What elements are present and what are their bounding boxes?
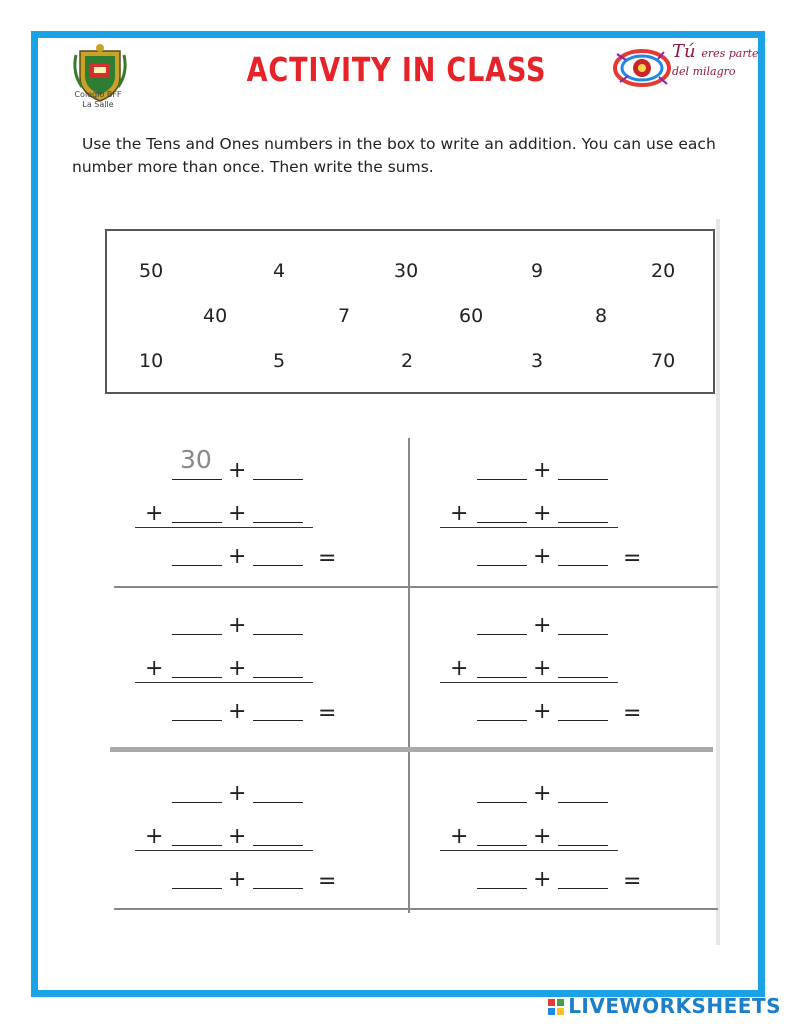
answer-blank[interactable] (172, 720, 222, 721)
answer-blank[interactable] (477, 802, 527, 803)
number-box (105, 229, 715, 394)
plus-sign: + (228, 699, 247, 724)
answer-blank[interactable] (172, 845, 222, 846)
grid-vertical-line (408, 438, 410, 913)
plus-sign: + (228, 824, 247, 849)
addition-problem (440, 610, 640, 750)
plus-sign: + (145, 656, 164, 681)
plus-sign: + (533, 824, 552, 849)
plus-sign: + (228, 867, 247, 892)
box-number: 7 (338, 305, 351, 327)
answer-blank[interactable] (558, 634, 608, 635)
answer-blank[interactable] (253, 720, 303, 721)
sum-line (440, 850, 618, 851)
plus-sign: + (533, 656, 552, 681)
filled-answer: 30 (180, 445, 212, 474)
box-number: 20 (651, 260, 676, 282)
box-number: 50 (139, 260, 164, 282)
sum-line (440, 682, 618, 683)
answer-blank[interactable] (172, 888, 222, 889)
box-number: 30 (394, 260, 419, 282)
plus-sign: + (145, 824, 164, 849)
answer-blank[interactable] (477, 634, 527, 635)
sum-line (135, 682, 313, 683)
school-name (58, 90, 138, 110)
answer-blank[interactable] (558, 802, 608, 803)
sum-line (440, 527, 618, 528)
plus-sign: + (228, 544, 247, 569)
plus-sign: + (228, 458, 247, 483)
answer-blank[interactable] (477, 522, 527, 523)
answer-blank[interactable] (558, 677, 608, 678)
addition-problem (135, 610, 335, 750)
box-number: 60 (459, 305, 484, 327)
answer-blank[interactable] (172, 802, 222, 803)
instructions: Use the Tens and Ones numbers in the box to write an addition. You can use each number more than once. Then write the sums. (72, 135, 716, 176)
slogan-logo (672, 41, 759, 80)
box-number: 9 (531, 260, 544, 282)
answer-blank[interactable] (253, 802, 303, 803)
school-name-line1: Colegio BFF (74, 90, 122, 99)
plus-sign: + (533, 613, 552, 638)
answer-blank[interactable] (558, 479, 608, 480)
plus-sign: + (450, 824, 469, 849)
scan-shadow (716, 219, 720, 945)
box-number: 70 (651, 350, 676, 372)
box-number: 2 (401, 350, 414, 372)
equals-sign: = (318, 869, 337, 894)
school-name-line2: La Salle (82, 100, 114, 109)
box-number: 8 (595, 305, 608, 327)
page-title: ACTIVITY IN CLASS (246, 50, 547, 89)
equals-sign: = (623, 869, 642, 894)
slogan-line1: Tú (672, 41, 696, 62)
addition-problem (440, 778, 640, 918)
answer-blank[interactable] (253, 677, 303, 678)
plus-sign: + (145, 501, 164, 526)
answer-blank[interactable] (558, 565, 608, 566)
box-number: 4 (273, 260, 286, 282)
answer-blank[interactable] (558, 888, 608, 889)
plus-sign: + (228, 656, 247, 681)
equals-sign: = (623, 701, 642, 726)
plus-sign: + (533, 544, 552, 569)
box-number: 3 (531, 350, 544, 372)
plus-sign: + (533, 699, 552, 724)
answer-blank[interactable] (558, 720, 608, 721)
answer-blank[interactable] (172, 677, 222, 678)
slogan-line3: del milagro (672, 65, 736, 78)
answer-blank[interactable] (477, 479, 527, 480)
liveworksheets-icon (548, 999, 564, 1015)
addition-problem (440, 455, 640, 595)
footer-brand-text: LIVEWORKSHEETS (568, 994, 781, 1018)
answer-blank[interactable] (253, 634, 303, 635)
slogan-line2: eres parte (701, 47, 759, 60)
plus-sign: + (450, 501, 469, 526)
answer-blank[interactable] (477, 565, 527, 566)
answer-blank[interactable] (172, 522, 222, 523)
answer-blank[interactable] (253, 845, 303, 846)
answer-blank[interactable] (172, 565, 222, 566)
answer-blank[interactable] (172, 479, 222, 480)
addition-problem (135, 445, 337, 595)
equals-sign: = (318, 546, 337, 571)
plus-sign: + (533, 781, 552, 806)
answer-blank[interactable] (253, 522, 303, 523)
plus-sign: + (450, 656, 469, 681)
answer-blank[interactable] (172, 634, 222, 635)
footer-brand (548, 994, 781, 1018)
sum-line (135, 850, 313, 851)
plus-sign: + (228, 501, 247, 526)
equals-sign: = (623, 546, 642, 571)
plus-sign: + (228, 613, 247, 638)
plus-sign: + (228, 781, 247, 806)
sum-line (135, 527, 313, 528)
answer-blank[interactable] (477, 845, 527, 846)
answer-blank[interactable] (558, 845, 608, 846)
answer-blank[interactable] (253, 565, 303, 566)
plus-sign: + (533, 501, 552, 526)
plus-sign: + (533, 867, 552, 892)
box-number: 40 (203, 305, 228, 327)
equals-sign: = (318, 701, 337, 726)
answer-blank[interactable] (477, 888, 527, 889)
addition-problem (135, 778, 335, 918)
answer-blank[interactable] (253, 888, 303, 889)
box-number: 5 (273, 350, 286, 372)
box-number: 10 (139, 350, 164, 372)
answer-blank[interactable] (253, 479, 303, 480)
plus-sign: + (533, 458, 552, 483)
answer-blank[interactable] (477, 677, 527, 678)
answer-blank[interactable] (477, 720, 527, 721)
answer-blank[interactable] (558, 522, 608, 523)
